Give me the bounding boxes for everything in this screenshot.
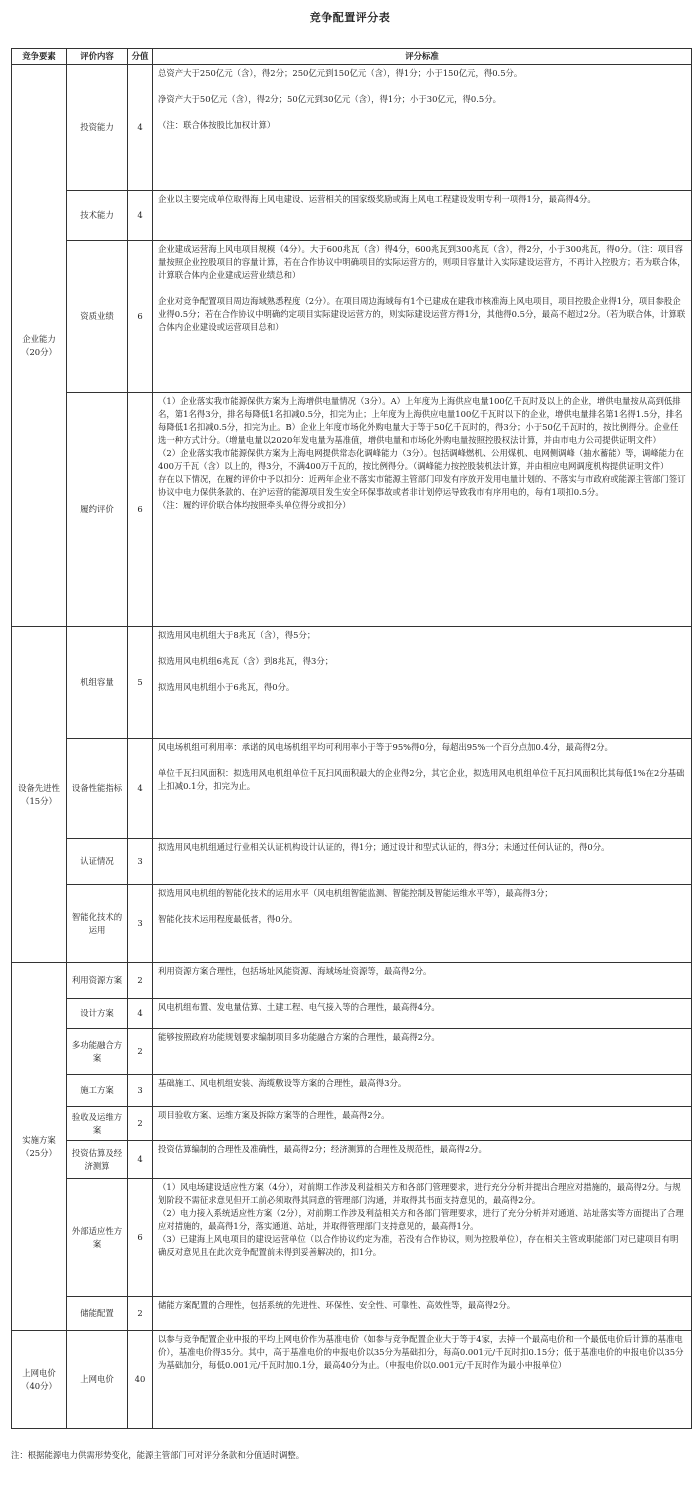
item-cell: 验收及运维方案 [67, 1107, 128, 1141]
table-row [12, 963, 692, 999]
item-cell: 利用资源方案 [67, 963, 128, 999]
score-cell: 6 [128, 241, 153, 393]
criteria-paragraph [158, 642, 686, 655]
criteria-paragraph: 存在以下情况，在履约评价中予以扣分：近两年企业不落实市能源主管部门印发有序放开发用电量计划的、不落实与市政府或能源主管部门签订协议中电力保供条款的、在沪运营的能源项目发生安全环保事故或者非计划停运导致我市有序用电的，每有1项扣0.5分。 [158, 474, 686, 498]
criteria-paragraph: 利用资源方案合理性，包括场址风能资源、海域场址资源等，最高得2分。 [158, 966, 432, 977]
header-category: 竞争要素 [12, 49, 67, 65]
category-cell: 设备先进性（15分） [12, 627, 67, 963]
score-cell: 4 [128, 191, 153, 241]
table-row [12, 999, 692, 1029]
score-cell: 4 [128, 1141, 153, 1179]
criteria-paragraph: 拟选用风电机组通过行业相关认证机构设计认证的，得1分；通过设计和型式认证的，得3分；未通过任何认证的，得0分。 [158, 842, 610, 853]
criteria-cell [153, 1107, 692, 1141]
item-cell: 上网电价 [67, 1331, 128, 1429]
table-row [12, 739, 692, 839]
criteria-cell [153, 885, 692, 963]
criteria-paragraph: 能够按照政府功能规划要求编制项目多功能融合方案的合理性，最高得2分。 [158, 1032, 440, 1043]
item-cell: 投资估算及经济测算 [67, 1141, 128, 1179]
criteria-paragraph: （2）电力接入系统适应性方案（2分），对前期工作涉及利益相关方和各部门管理要求，进行了充分分析并对通道、站址落实等方面提出了合理应对措施的，最高得1分，落实通道、站址，并取得管理部门支持意见的，最高得1分。 [158, 1208, 684, 1232]
criteria-cell [153, 839, 692, 885]
item-cell: 设备性能指标 [67, 739, 128, 839]
criteria-cell [153, 241, 692, 393]
score-cell: 4 [128, 739, 153, 839]
table-row [12, 1141, 692, 1179]
item-cell: 多功能融合方案 [67, 1029, 128, 1075]
header-item: 评价内容 [67, 49, 128, 65]
criteria-paragraph [158, 282, 686, 295]
table-row [12, 627, 692, 739]
criteria-paragraph: （2）企业落实我市能源保供方案为上海电网提供常态化调峰能力（3分）。包括调峰燃机、公用煤机、电网侧调峰（抽水蓄能）等，调峰能力在400万千瓦（含）以上的，得3分，不满400万千瓦的，按比例得分。（调峰能力按控股装机法计算，并由相应电网调度机构提供证明文件） [158, 448, 684, 472]
table-row [12, 1075, 692, 1107]
score-cell: 2 [128, 963, 153, 999]
criteria-paragraph: 企业以主要完成单位取得海上风电建设、运营相关的国家级奖励或海上风电工程建设发明专利一项得1分，最高得4分。 [158, 194, 596, 205]
item-cell: 外部适应性方案 [67, 1179, 128, 1297]
footnote: 注：根据能源电力供需形势变化，能源主管部门可对评分条款和分值适时调整。 [11, 1450, 305, 1460]
criteria-paragraph: （注：履约评价联合体均按照牵头单位得分或扣分） [158, 500, 351, 511]
table-header-row [12, 49, 692, 65]
criteria-paragraph: 拟选用风电机组小于6兆瓦，得0分。 [158, 682, 295, 693]
criteria-paragraph: 企业建成运营海上风电项目规模（4分）。大于600兆瓦（含）得4分，600兆瓦到300兆瓦（含），得2分，小于300兆瓦，得0分。（注：项目容量按照企业控股项目的容量计算，若在合作协议中明确项目的实际运营方的，则项目容量计入实际建设运营方，不再计入控股方；若为联合体，计算联合体内企业建成运营业绩总和） [158, 244, 686, 281]
criteria-paragraph: 智能化技术运用程度最低者，得0分。 [158, 914, 298, 925]
item-cell: 技术能力 [67, 191, 128, 241]
criteria-paragraph: 风电机组布置、发电量估算、土建工程、电气接入等的合理性，最高得4分。 [158, 1002, 440, 1013]
criteria-paragraph [158, 80, 686, 93]
criteria-paragraph [158, 754, 686, 767]
table-row [12, 393, 692, 627]
table-row [12, 1179, 692, 1297]
score-cell: 2 [128, 1297, 153, 1331]
criteria-paragraph: 以参与竞争配置企业申报的平均上网电价作为基准电价（如参与竞争配置企业大于等于4家，去掉一个最高电价和一个最低电价后计算的基准电价），基准电价得35分。其中，高于基准电价的申报电价以35分为基础扣分，每高0.001元/千瓦时扣0.15分；低于基准电价的申报电价以35分为基础加分，每低0.001元/千瓦时加0.1分，最高40分为止。（申报电价以0.001元/千瓦时作为最小申报单位） [158, 1334, 684, 1371]
scoring-table [11, 48, 692, 1429]
item-cell: 设计方案 [67, 999, 128, 1029]
criteria-paragraph [158, 106, 686, 119]
header-criteria: 评分标准 [153, 49, 692, 65]
score-cell: 6 [128, 393, 153, 627]
criteria-cell [153, 1029, 692, 1075]
item-cell: 施工方案 [67, 1075, 128, 1107]
page-title: 竞争配置评分表 [309, 11, 391, 24]
criteria-cell [153, 739, 692, 839]
criteria-paragraph [158, 668, 686, 681]
table-row [12, 839, 692, 885]
score-cell: 3 [128, 1075, 153, 1107]
score-cell: 2 [128, 1107, 153, 1141]
score-cell: 5 [128, 627, 153, 739]
table-row [12, 1331, 692, 1429]
criteria-paragraph: 风电场机组可利用率：承诺的风电场机组平均可利用率小于等于95%得0分，每超出95%一个百分点加0.4分，最高得2分。 [158, 742, 613, 753]
criteria-cell [153, 65, 692, 191]
category-cell: 实施方案（25分） [12, 963, 67, 1331]
score-cell: 3 [128, 885, 153, 963]
item-cell: 投资能力 [67, 65, 128, 191]
category-cell: 上网电价（40分） [12, 1331, 67, 1429]
item-cell: 智能化技术的运用 [67, 885, 128, 963]
criteria-paragraph: 总资产大于250亿元（含），得2分；250亿元到150亿元（含），得1分；小于150亿元，得0.5分。 [158, 68, 523, 79]
table-row [12, 241, 692, 393]
table-row [12, 1297, 692, 1331]
criteria-paragraph: 储能方案配置的合理性，包括系统的先进性、环保性、安全性、可靠性、高效性等，最高得2分。 [158, 1300, 516, 1311]
score-cell: 40 [128, 1331, 153, 1429]
table-body [12, 65, 692, 1429]
score-cell: 4 [128, 65, 153, 191]
item-cell: 资质业绩 [67, 241, 128, 393]
criteria-paragraph: 投资估算编制的合理性及准确性，最高得2分；经济测算的合理性及规范性，最高得2分。 [158, 1144, 487, 1155]
score-cell: 6 [128, 1179, 153, 1297]
score-cell: 3 [128, 839, 153, 885]
criteria-paragraph: （1）风电场建设适应性方案（4分），对前期工作涉及利益相关方和各部门管理要求，进行充分分析并提出合理应对措施的，最高得2分。与规划阶段不需征求意见但开工前必须取得其同意的管理部门沟通，并取得其书面支持意见的，最高得2分。 [158, 1182, 681, 1206]
table-row [12, 65, 692, 191]
criteria-cell [153, 191, 692, 241]
item-cell: 履约评价 [67, 393, 128, 627]
item-cell: 认证情况 [67, 839, 128, 885]
score-cell: 2 [128, 1029, 153, 1075]
criteria-paragraph [158, 900, 686, 913]
criteria-cell [153, 393, 692, 627]
criteria-cell [153, 1075, 692, 1107]
criteria-paragraph: 单位千瓦扫风面积：拟选用风电机组单位千瓦扫风面积最大的企业得2分，其它企业，拟选用风电机组单位千瓦扫风面积比其每低1%在2分基础上扣减0.1分，扣完为止。 [158, 768, 685, 792]
item-cell: 储能配置 [67, 1297, 128, 1331]
criteria-cell [153, 1331, 692, 1429]
table-row [12, 1029, 692, 1075]
criteria-cell [153, 1297, 692, 1331]
criteria-paragraph: 拟选用风电机组6兆瓦（含）到8兆瓦，得3分； [158, 656, 334, 667]
criteria-cell [153, 999, 692, 1029]
criteria-paragraph: 企业对竞争配置项目周边海域熟悉程度（2分）。在项目周边海域每有1个已建成在建我市核准海上风电项目，项目控股企业得1分，项目参股企业得0.5分；若在合作协议中明确约定项目实际建设运营方的，则实际建设运营方得1分，其他得0.5分，最高不超过2分。（若为联合体，计算联合体内企业建设或运营项目总和） [158, 296, 686, 333]
criteria-cell [153, 627, 692, 739]
header-score: 分值 [128, 49, 153, 65]
criteria-paragraph: 基础施工、风电机组安装、海缆敷设等方案的合理性，最高得3分。 [158, 1078, 407, 1089]
score-cell: 4 [128, 999, 153, 1029]
criteria-paragraph: 净资产大于50亿元（含），得2分；50亿元到30亿元（含），得1分；小于30亿元，得0.5分。 [158, 94, 501, 105]
table-row [12, 1107, 692, 1141]
criteria-cell [153, 1141, 692, 1179]
item-cell: 机组容量 [67, 627, 128, 739]
criteria-paragraph: （注：联合体按股比加权计算） [158, 120, 276, 131]
criteria-paragraph: （1）企业落实我市能源保供方案为上海增供电量情况（3分）。A）上年度为上海供应电量100亿千瓦时及以上的企业，增供电量按从高到低排名，第1名得3分，排名每降低1名扣减0.5分，扣完为止；上年度为上海供应电量100亿千瓦时以下的企业，增供电量排名第1名得1.5分，排名每降低1名扣减0.5分，扣完为止。B）企业上年度市场化外购电量大于等于50亿千瓦时的，得3分；小于50亿千瓦时的，按比例得分。企业任选一种方式计分。（增量电量以2020年发电量为基准值，增供电量和市场化外购电量按照控股权法计算，并由市电力公司提供证明文件） [158, 396, 683, 446]
criteria-paragraph: 拟选用风电机组的智能化技术的运用水平（风电机组智能监测、智能控制及智能运维水平等），最高得3分； [158, 888, 553, 899]
criteria-paragraph: （3）已建海上风电项目的建设运营单位（以合作协议约定为准，若没有合作协议，则为控股单位），存在相关主管或职能部门对已建项目有明确反对意见且在此次竞争配置前未得到妥善解决的，扣1分。 [158, 1234, 679, 1258]
criteria-cell [153, 963, 692, 999]
criteria-paragraph: 项目验收方案、运维方案及拆除方案等的合理性，最高得2分。 [158, 1110, 390, 1121]
category-cell: 企业能力（20分） [12, 65, 67, 627]
table-row [12, 885, 692, 963]
criteria-paragraph: 拟选用风电机组大于8兆瓦（含），得5分； [158, 630, 316, 641]
table-row [12, 191, 692, 241]
criteria-cell [153, 1179, 692, 1297]
